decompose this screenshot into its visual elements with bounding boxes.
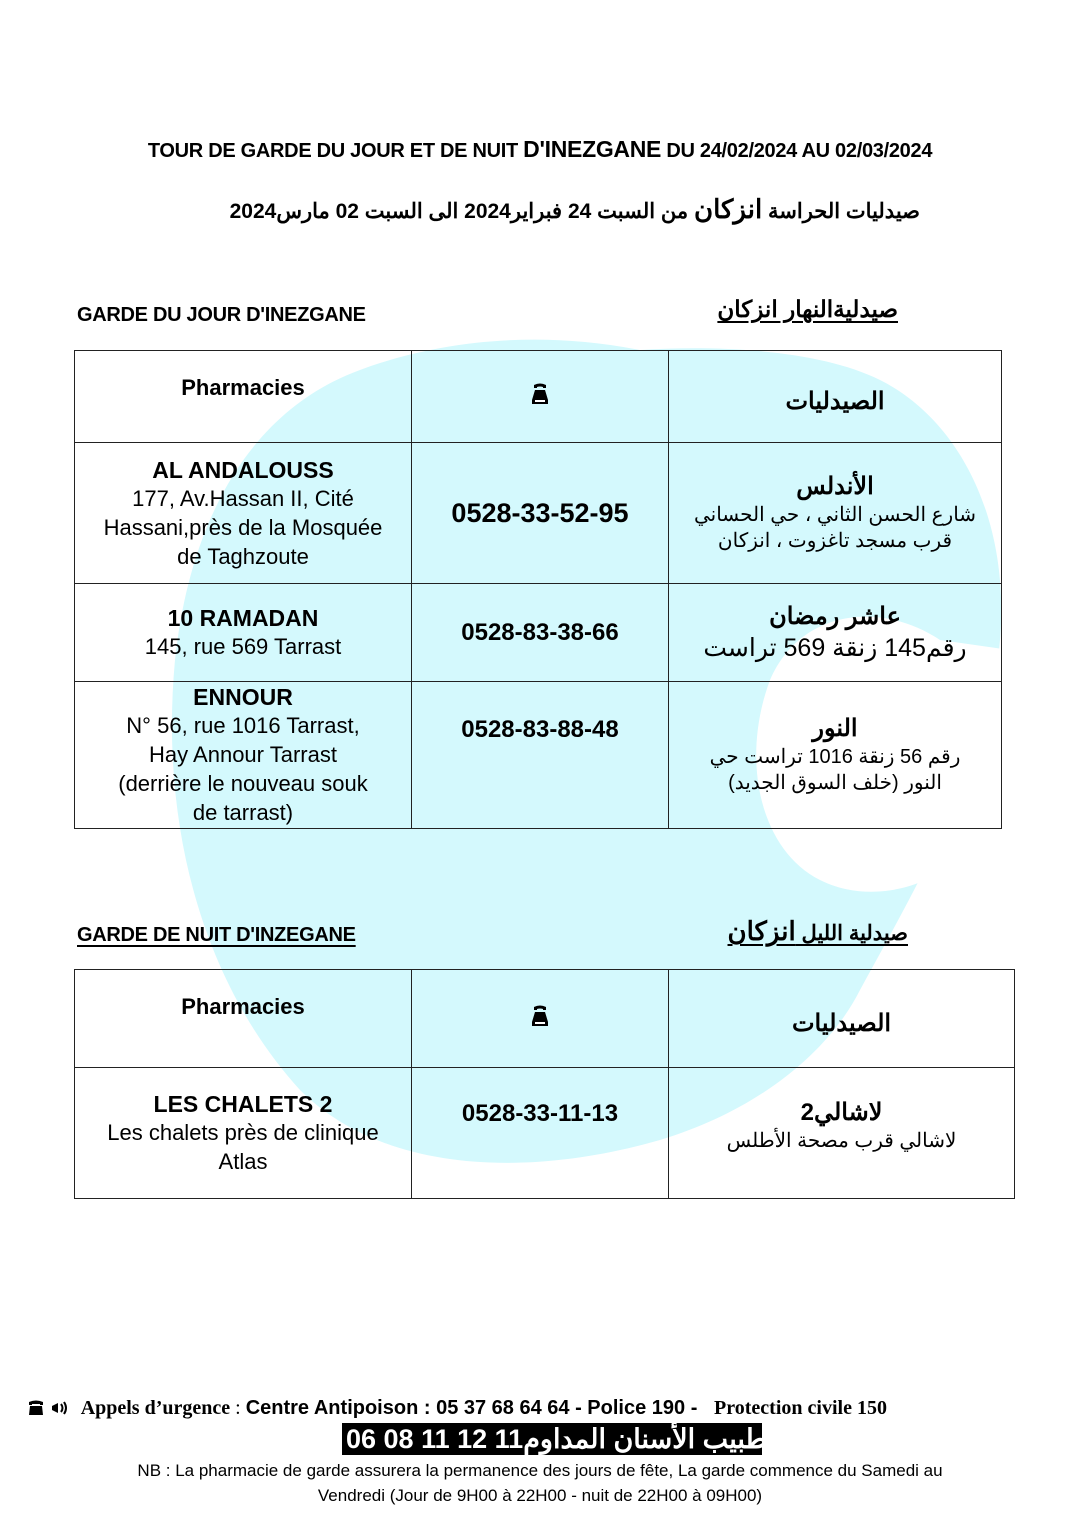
pharmacy-ar-cell: [669, 682, 1002, 829]
pharmacy-address-line: N° 56, rue 1016 Tarrast,: [126, 713, 360, 738]
title-ar-dates: من السبت 24 فبراير2024 الى السبت 02 مارس2024: [229, 200, 694, 223]
night-section-title-ar: [600, 916, 908, 947]
pharmacy-ar-cell: [669, 584, 1002, 682]
pharmacy-address-ar-line: النور (خلف السوق الجديد): [728, 772, 942, 794]
pharmacy-fr-cell: [75, 1068, 412, 1199]
column-header-pharmacies: Pharmacies: [75, 351, 412, 443]
pharmacy-ar-cell: [669, 1068, 1015, 1199]
pharmacy-fr-cell: [75, 443, 412, 584]
title-ar-text: صيدليات الحراسة: [762, 200, 920, 223]
title-fr: [0, 136, 1080, 163]
column-header-pharmacies-ar: الصيدليات: [669, 351, 1002, 443]
pharmacy-address-line: 177, Av.Hassan II, Cité: [132, 485, 354, 511]
megaphone-icon: [50, 1400, 70, 1416]
table-row: [75, 443, 1002, 584]
emergency-sep: :: [230, 1397, 246, 1419]
pharmacy-address-line: de Taghzoute: [177, 543, 309, 569]
pharmacy-fr-cell: [75, 584, 412, 682]
title-ar: [200, 194, 920, 225]
pharmacy-ar-cell: [669, 443, 1002, 584]
pharmacy-name: ENNOUR: [193, 684, 293, 710]
pharmacy-address-line: 145, rue 569 Tarrast: [144, 634, 342, 659]
pharmacy-phone: 0528-33-11-13: [412, 1068, 669, 1199]
table-header-row: [75, 351, 1002, 443]
pharmacy-address-ar-line: لاشالي قرب مصحة الأطلس: [726, 1130, 957, 1152]
table-row: [75, 584, 1002, 682]
phone-icon: [531, 1005, 549, 1027]
pharmacy-address-line: Atlas: [218, 1149, 268, 1174]
dentist-number: 06 08 11 12 11: [346, 1424, 524, 1454]
pharmacy-name-ar: لاشالي2: [800, 1099, 883, 1126]
phone-icon: [28, 1400, 44, 1416]
nb-line-2: Vendredi (Jour de 9H00 à 22H00 - nuit de 22H00 à 09H00): [317, 1486, 763, 1505]
pharmacy-address-ar-line: رقم 56 زنقة 1016 تراست حي: [709, 746, 961, 768]
pharmacy-name: 10 RAMADAN: [167, 605, 319, 631]
pharmacy-address-line: (derrière le nouveau souk: [118, 771, 368, 796]
pharmacy-name-ar: الأندلس: [796, 473, 874, 500]
title-fr-text: TOUR DE GARDE DU JOUR ET DE NUIT: [147, 140, 524, 162]
night-section-title-fr: GARDE DE NUIT D'INZEGANE: [77, 924, 356, 946]
emergency-calls-line: [28, 1397, 1068, 1420]
day-pharmacies-table: [74, 350, 1002, 829]
column-header-phone: [412, 970, 669, 1068]
title-ar-city: انزكان: [693, 194, 763, 224]
day-section-title-fr: GARDE DU JOUR D'INEZGANE: [77, 304, 366, 326]
pharmacy-phone: 0528-83-38-66: [412, 584, 669, 682]
emergency-label: Appels d’urgence: [80, 1397, 231, 1419]
pharmacy-name: LES CHALETS 2: [153, 1091, 333, 1117]
nb-line-1: NB : La pharmacie de garde assurera la permanence des jours de fête, La garde commence du Samedi au: [137, 1461, 943, 1480]
protection-civile: Protection civile 150: [714, 1397, 887, 1419]
pharmacy-address-ar-line: شارع الحسن الثاني ، حي الحساني: [693, 504, 977, 526]
antipoison-police: Centre Antipoison : 05 37 68 64 64 - Police 190 -: [245, 1397, 698, 1419]
table-header-row: [75, 970, 1015, 1068]
title-fr-city: D'INEZGANE: [523, 136, 662, 162]
pharmacy-address-line: Hassani,près de la Mosquée: [103, 514, 383, 540]
night-section-title-ar-text: صيدلية الليل: [795, 922, 908, 945]
pharmacy-address-line: de tarrast): [192, 800, 294, 825]
pharmacy-address-line: Les chalets près de clinique: [107, 1120, 379, 1145]
title-fr-dates: DU 24/02/2024 AU 02/03/2024: [661, 140, 933, 162]
pharmacy-address-ar-line: قرب مسجد تاغزوت ، انزكان: [717, 530, 953, 552]
column-header-pharmacies-ar: الصيدليات: [669, 970, 1015, 1068]
night-section-title-ar-city: انزكان: [727, 916, 796, 946]
phone-icon: [531, 383, 549, 405]
table-row: [75, 1068, 1015, 1199]
nb-note: [100, 1458, 980, 1508]
pharmacy-name: AL ANDALOUSS: [152, 456, 334, 483]
dentist-label: : طبيب الأسنان المداوم: [523, 1424, 791, 1454]
pharmacy-phone: 0528-33-52-95: [412, 443, 669, 584]
pharmacy-address-ar-line: رقم145 زنقة 569 تراست: [703, 633, 967, 662]
dentist-on-call-banner: [342, 1423, 791, 1455]
pharmacy-name-ar: النور: [812, 715, 858, 742]
column-header-pharmacies: Pharmacies: [75, 970, 412, 1068]
pharmacy-phone: 0528-83-88-48: [412, 682, 669, 829]
pharmacy-address-line: Hay Annour Tarrast: [149, 742, 337, 767]
column-header-phone: [412, 351, 669, 443]
table-row: [75, 682, 1002, 829]
night-pharmacies-table: [74, 969, 1015, 1199]
pharmacy-name-ar: عاشر رمضان: [769, 602, 901, 630]
pharmacy-fr-cell: [75, 682, 412, 829]
day-section-title-ar: صيدليةالنهار انزكان: [717, 296, 898, 322]
